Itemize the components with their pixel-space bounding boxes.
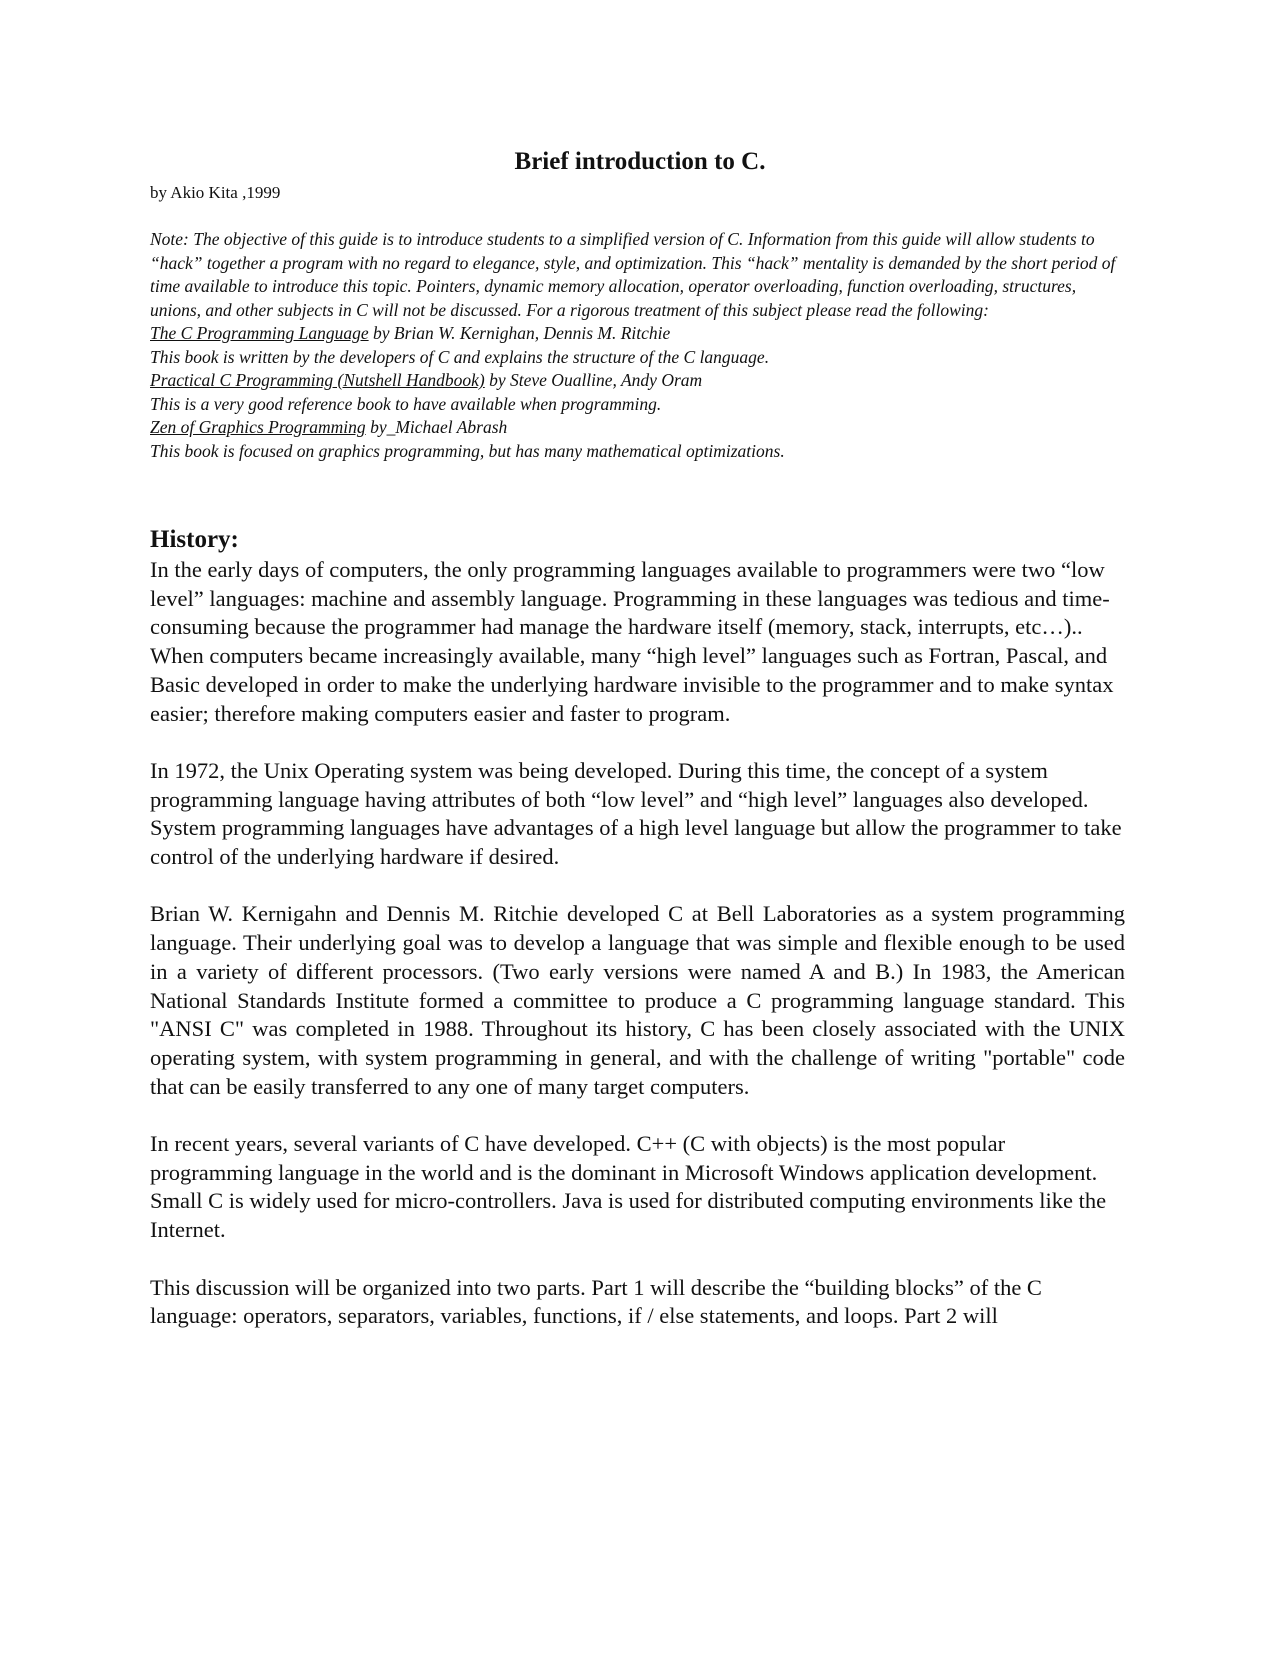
book-reference: [150, 416, 1130, 440]
history-body: [150, 556, 1125, 1360]
book-title: The C Programming Language: [150, 323, 369, 343]
book-reference: [150, 369, 1130, 393]
book-title: Zen of Graphics Programming: [150, 417, 366, 437]
book-authors: by_Michael Abrash: [365, 417, 508, 437]
book-description: This is a very good reference book to have available when programming.: [150, 393, 662, 414]
book-description: This book is written by the developers of C and explains the structure of the C language.: [150, 346, 770, 367]
book-reference: [150, 322, 1130, 346]
byline: by Akio Kita ,1999: [150, 183, 281, 202]
document-title: Brief introduction to C.: [514, 148, 766, 175]
paragraph: This discussion will be organized into two parts. Part 1 will describe the “building blocks” of the C language: operators, separators, variables, functions, if / else statements, and loops. Part 2 will: [150, 1274, 1042, 1329]
note-block: [150, 228, 1130, 463]
book-authors: by Steve Oualline, Andy Oram: [484, 370, 703, 390]
book-description: This book is focused on graphics programming, but has many mathematical optimizations.: [150, 440, 785, 461]
book-title: Practical C Programming (Nutshell Handbook): [150, 370, 485, 390]
paragraph: In recent years, several variants of C have developed. C++ (C with objects) is the most popular programming language in the world and is the dominant in Microsoft Windows application development. Small C is widely used for micro-controllers. Java is used for distributed computing environments like the Internet.: [150, 1131, 1107, 1243]
book-authors: by Brian W. Kernighan, Dennis M. Ritchie: [368, 323, 671, 343]
paragraph: In the early days of computers, the only programming languages available to programmers were two “low level” languages: machine and assembly language. Programming in these languages was tedious and time-consuming because the programmer had manage the hardware itself (memory, stack, interrupts, etc…).. When computers became increasingly available, many “high level” languages such as Fortran, Pascal, and Basic developed in order to make the underlying hardware invisible to the programmer and to make syntax easier; therefore making computers easier and faster to program.: [150, 557, 1114, 726]
note-text: Note: The objective of this guide is to introduce students to a simplified version of C. Information from this guide will allow students to “hack” together a program with no regard to elegance, style, and optimization. This “hack” mentality is demanded by the short period of time available to introduce this topic. Pointers, dynamic memory allocation, operator overloading, function overloading, structures, unions, and other subjects in C will not be discussed. For a rigorous treatment of this subject please read the following:: [150, 229, 1116, 320]
paragraph: In 1972, the Unix Operating system was being developed. During this time, the concept of a system programming language having attributes of both “low level” and “high level” languages also developed. System programming languages have advantages of a high level language but allow the programmer to take control of the underlying hardware if desired.: [150, 757, 1122, 870]
paragraph: Brian W. Kernigahn and Dennis M. Ritchie developed C at Bell Laboratories as a system programming language. Their underlying goal was to develop a language that was simple and flexible enough to be used in a variety of different processors. (Two early versions were named A and B.) In 1983, the American National Standards Institute formed a committee to produce a C programming language standard. This "ANSI C" was completed in 1988. Throughout its history, C has been closely associated with the UNIX operating system, with system programming in general, and with the challenge of writing "portable" code that can be easily transferred to any one of many target computers.: [150, 901, 1125, 1099]
history-heading: History:: [150, 526, 239, 553]
